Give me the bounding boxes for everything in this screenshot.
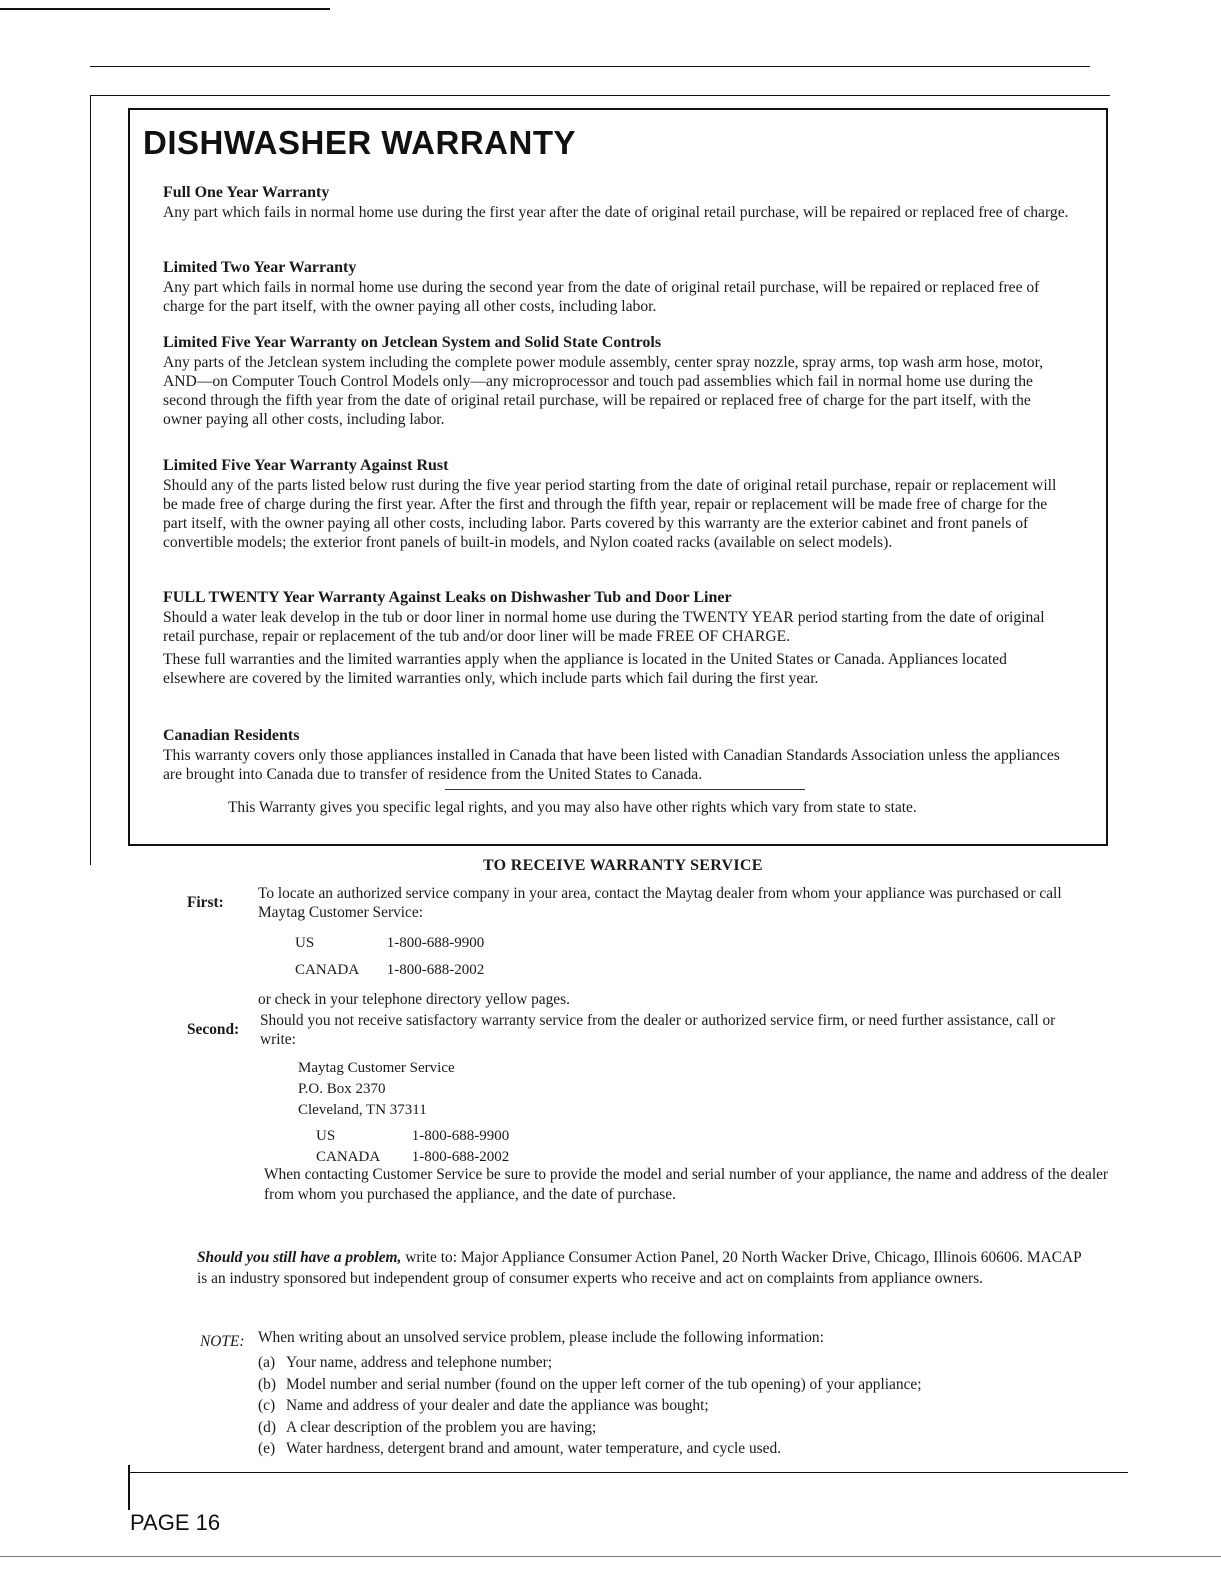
first-after-text: or check in your telephone directory yellow pages. (258, 991, 570, 1008)
contact-note: When contacting Customer Service be sure to provide the model and serial number of your appliance, the name and address of the dealer from whom you purchased the appliance, and the date of purchase. (264, 1166, 1109, 1203)
list-item (258, 1438, 922, 1460)
list-key: (c) (258, 1397, 276, 1414)
list-key: (e) (258, 1440, 276, 1457)
phone-number: 1-800-688-2002 (411, 1149, 510, 1165)
warranty-text: Should a water leak develop in the tub or door liner in normal home use during the TWENTY YEAR period starting from the date of original retail purchase, repair or replacement of the tub and/or door liner will be made FREE OF CHARGE. (163, 609, 1045, 645)
page-bottom-rule (0, 1556, 1221, 1557)
list-text: Model number and serial number (found on the upper left corner of the tub opening) of your appliance; (286, 1375, 922, 1393)
address-line: Cleveland, TN 37311 (298, 1102, 427, 1118)
phone-number: 1-800-688-9900 (386, 935, 485, 951)
warranty-full-one-year (163, 183, 1073, 222)
warranty-heading: Limited Five Year Warranty Against Rust (163, 457, 449, 474)
service-address (298, 1058, 455, 1121)
first-label: First: (187, 894, 224, 911)
warranty-twenty-year-leaks (163, 588, 1073, 688)
problem-paragraph (197, 1247, 1087, 1289)
page-title: DISHWASHER WARRANTY (143, 124, 577, 161)
note-intro: When writing about an unsolved service problem, please include the following information: (258, 1329, 824, 1346)
list-item (258, 1374, 922, 1396)
address-line: P.O. Box 2370 (298, 1081, 386, 1097)
phone-row (295, 935, 484, 952)
divider-line (445, 789, 805, 790)
note-list (258, 1352, 922, 1460)
warranty-scope-text: These full warranties and the limited warranties apply when the appliance is located in the United States or Canada. Appliances located elsewhere are covered by the limited warranties only, which include parts which fail during the first year. (163, 651, 1007, 687)
phone-row (316, 1149, 509, 1166)
list-text: A clear description of the problem you are having; (286, 1418, 597, 1436)
first-text: To locate an authorized service company in your area, contact the Maytag dealer from whom your appliance was purchased or call Maytag Customer Service: (258, 885, 1062, 921)
list-item (258, 1395, 922, 1417)
list-item (258, 1417, 922, 1439)
service-title: TO RECEIVE WARRANTY SERVICE (483, 857, 763, 874)
page-number: PAGE 16 (130, 1510, 221, 1535)
legal-rights-note: This Warranty gives you specific legal rights, and you may also have other rights which vary from state to state. (228, 799, 917, 816)
warranty-jetclean-five-year (163, 333, 1073, 429)
list-text: Name and address of your dealer and date the appliance was bought; (286, 1397, 709, 1414)
warranty-text: Any part which fails in normal home use during the first year after the date of original retail purchase, will be repaired or replaced free of charge. (163, 204, 1069, 221)
phone-country: US (295, 935, 315, 951)
warranty-text: Any part which fails in normal home use during the second year from the date of original retail purchase, will be repaired or replaced free of charge for the part itself, with the owner paying all other costs, including labor. (163, 279, 1040, 315)
list-key: (d) (258, 1418, 276, 1436)
warranty-text: Any parts of the Jetclean system including the complete power module assembly, center spray nozzle, spray arms, top wash arm hose, motor, AND—on Computer Touch Control Models only—any microprocessor and touch pad assemblies which fail in normal home use during the second through the fifth year from the date of original retail purchase, will be repaired or replaced free of charge for the part itself, with the owner paying all other costs, including labor. (163, 354, 1044, 428)
problem-text: write to: Major Appliance Consumer Action Panel, 20 North Wacker Drive, Chicago, Illinois 60606. MACAP is an industry sponsored but independent group of consumer experts who receive and act on complaints from appliance owners. (197, 1249, 1082, 1287)
warranty-heading: Full One Year Warranty (163, 184, 330, 201)
top-edge-rule (0, 8, 330, 10)
problem-lead: Should you still have a problem, (197, 1249, 402, 1266)
phone-country: US (316, 1128, 336, 1144)
warranty-limited-two-year (163, 258, 1073, 316)
warranty-text: Should any of the parts listed below rust during the five year period starting from the date of original retail purchase, repair or replacement will be made free of charge during the first year. After the first and through the fifth year, repair or replacement will be made free of charge for the part itself, with the owner paying all other costs, including labor. Parts covered by this warranty are the exterior cabinet and front panels of convertible models; the exterior front panels of built-in models, and Nylon coated racks (available on select models). (163, 477, 1057, 551)
phone-country: CANADA (295, 962, 360, 978)
list-text: Your name, address and telephone number; (286, 1354, 552, 1371)
note-label: NOTE: (200, 1333, 245, 1350)
warranty-heading: Limited Five Year Warranty on Jetclean System and Solid State Controls (163, 334, 662, 351)
warranty-heading: Canadian Residents (163, 727, 300, 744)
top-rule (90, 66, 1090, 67)
phone-row (295, 962, 484, 979)
phone-number: 1-800-688-9900 (411, 1128, 510, 1144)
left-margin-rule (90, 95, 91, 865)
list-key: (b) (258, 1375, 276, 1393)
phone-country: CANADA (316, 1149, 381, 1165)
phone-number: 1-800-688-2002 (386, 962, 485, 978)
warranty-text: This warranty covers only those appliances installed in Canada that have been listed with Canadian Standards Association unless the appliances are brought into Canada due to transfer of residence from the United States to Canada. (163, 747, 1060, 783)
warranty-rust-five-year (163, 456, 1073, 552)
box-shadow-rule (90, 95, 1110, 96)
bottom-rule (128, 1472, 1128, 1473)
warranty-heading: Limited Two Year Warranty (163, 259, 357, 276)
phone-row (316, 1128, 509, 1145)
address-line: Maytag Customer Service (298, 1060, 455, 1076)
list-text: Water hardness, detergent brand and amount, water temperature, and cycle used. (286, 1440, 782, 1457)
list-key: (a) (258, 1354, 276, 1371)
warranty-heading: FULL TWENTY Year Warranty Against Leaks on Dishwasher Tub and Door Liner (163, 589, 732, 606)
second-label: Second: (187, 1021, 240, 1038)
second-text: Should you not receive satisfactory warranty service from the dealer or authorized service firm, or need further assistance, call or write: (260, 1012, 1056, 1048)
warranty-canadian-residents (163, 726, 1073, 784)
list-item (258, 1352, 922, 1374)
